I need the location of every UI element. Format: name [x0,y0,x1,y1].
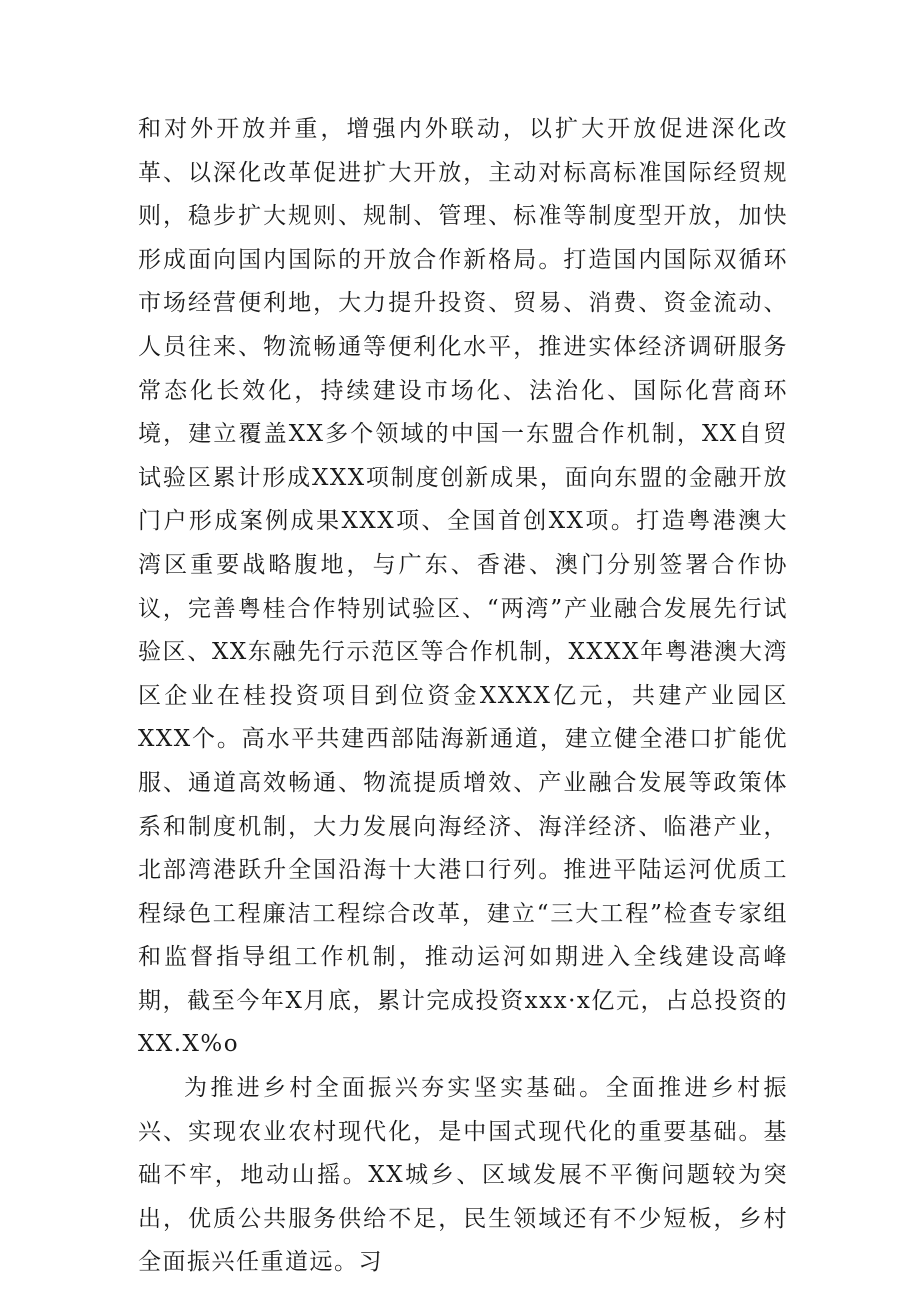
body-text [138,108,788,1285]
paragraph-rural-revitalization: 为推进乡村全面振兴夯实坚实基础。全面推进乡村振兴、实现农业农村现代化，是中国式现代化的重要基础。基础不牢，地动山摇。XX城乡、区域发展不平衡问题较为突出，优质公共服务供给不足，民生领域还有不少短板，乡村全面振兴任重道远。习 [138,1075,788,1276]
paragraph-opening-reform: 和对外开放并重，增强内外联动，以扩大开放促进深化改革、以深化改革促进扩大开放，主动对标高标准国际经贸规则，稳步扩大规则、规制、管理、标准等制度型开放，加快形成面向国内国际的开放合作新格局。打造国内国际双循环市场经营便利地，大力提升投资、贸易、消费、资金流动、人员往来、物流畅通等便利化水平，推进实体经济调研服务常态化长效化，持续建设市场化、法治化、国际化营商环境，建立覆盖XX多个领域的中国一东盟合作机制，XX自贸试验区累计形成XXX项制度创新成果，面向东盟的金融开放门户形成案例成果XXX项、全国首创XX项。打造粤港澳大湾区重要战略腹地，与广东、香港、澳门分别签署合作协议，完善粤桂合作特别试验区、“两湾”产业融合发展先行试验区、XX东融先行示范区等合作机制，XXXX年粤港澳大湾区企业在桂投资项目到位资金XXXX亿元，共建产业园区XXX个。高水平共建西部陆海新通道，建立健全港口扩能优服、通道高效畅通、物流提质增效、产业融合发展等政策体系和制度机制，大力发展向海经济、海洋经济、临港产业，北部湾港跃升全国沿海十大港口行列。推进平陆运河优质工程绿色工程廉洁工程综合改革，建立“三大工程”检查专家组和监督指导组工作机制，推动运河如期进入全线建设高峰期，截至今年X月底，累计完成投资xxx·x亿元，占总投资的XX.X%o [138,116,788,1058]
